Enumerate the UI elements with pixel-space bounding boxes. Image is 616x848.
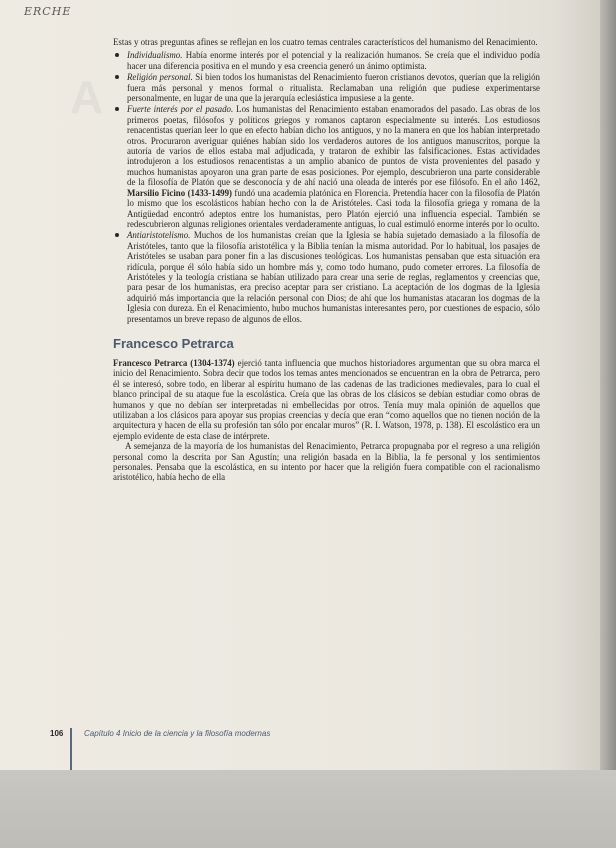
scanner-background bbox=[0, 770, 616, 848]
bullet-icon bbox=[115, 233, 119, 237]
body-paragraph bbox=[113, 358, 540, 441]
term-label: Religión personal. bbox=[127, 72, 193, 83]
term-description: Muchos de los humanistas creían que la Iglesia se había sujetado demasiado a la filosofía de Aristóteles, tanto que la filosofía aristotélica y la Biblia tenían la misma autoridad. Por lo habitual, los pasajes de Aristóteles se usaban para poner fin a las discusiones teológicas. Los humanistas pensaban que esta situación era ridícula, porque él sólo había sido un hombre más y, como todo humano, pudo cometer errores. La filosofía de Aristóteles y la teología cristiana se habían utilizado para crear una serie de reglas, reglamentos y creencias que, para pesar de los humanistas, era preciso aceptar para ser cristiano. La aceptación de los dogmas de la Iglesia adquirió más importancia que la relación personal con Dios; de ahí que los humanistas atacaran los dogmas de la Iglesia con dureza. En el Renacimiento, hubo muchos humanistas interesantes pero, por cuestiones de espacio, sólo presentamos un breve repaso de algunos de ellos. bbox=[127, 230, 540, 324]
term-label: Individualismo. bbox=[127, 50, 183, 61]
term-description: Había enorme interés por el potencial y la realización humanos. Se creía que el individuo podía hacer una diferencia positiva en el mundo y esa creencia generó un ánimo optimista. bbox=[127, 50, 540, 71]
term-label: Antiaristotelismo. bbox=[127, 230, 191, 241]
page-footer bbox=[50, 728, 590, 742]
handwritten-note: ERCHE bbox=[24, 5, 72, 18]
paragraph-text: ejerció tanta influencia que muchos historiadores argumentan que su obra marca el inicio del Renacimiento. Sobra decir que todos los temas antes mencionados se encuentran en la obra de Petrarca, pero él se interesó, sobre todo, en liberar al espíritu humano de las cadenas de las tradiciones medievales, para lo cual el blanco principal de su ataque fue la escolástica. Creía que las obras de los clásicos se debían estudiar como obras de humanos y que no debían ser interpretadas ni embellecidas por otros. Tenía muy mala opinión de aquellos que utilizaban a los clásicos para apoyar sus propias creencias y decía que eran “como aquellos que no tienen noción de la arquitectura y hacen de ella su profesión tan sólo por encalar muros” (R. I. Watson, 1978, p. 138). El escolástico era un ejemplo evidente de esta clase de intérprete. bbox=[113, 357, 540, 441]
list-item bbox=[113, 72, 540, 103]
show-through-text: A bbox=[70, 71, 104, 123]
term-description: Los humanistas del Renacimiento estaban enamorados del pasado. Las obras de los primeros poetas, filósofos y políticos griegos y romanos captaron especialmente su interés. Los estudiosos renacentistas querían leer lo que en efecto habían dicho los antiguos, y no la manera en que los habían interpretado otros. Procuraron averiguar quiénes habían sido los verdaderos autores de los antiguos manuscritos, porque la autoría de varios de ellos estaba mal adjudicada, y trataron de exhibir las falsificaciones. Estas actividades introdujeron a los estudiosos renacentistas a un amplio abanico de puntos de vista provenientes del pasado y muchos humanistas apoyaron una gran parte de esas posiciones. Por ejemplo, descubrieron una parte considerable de la filosofía de Platón que se desconocía y de ahí nació una oleada de interés por ese filósofo. En el año 1462, bbox=[127, 104, 540, 188]
list-item bbox=[113, 104, 540, 229]
section-heading: Francesco Petrarca bbox=[113, 335, 234, 351]
bullet-icon bbox=[115, 53, 119, 57]
list-item bbox=[113, 50, 540, 71]
person-name: Francesco Petrarca (1304-1374) bbox=[113, 357, 235, 368]
main-text bbox=[113, 37, 540, 483]
bullet-icon bbox=[115, 107, 119, 111]
intro-paragraph: Estas y otras preguntas afines se reflejan en los cuatro temas centrales característicos del humanismo del Renacimiento. bbox=[113, 37, 538, 47]
page-number: 106 bbox=[50, 729, 64, 738]
list-item bbox=[113, 230, 540, 324]
body-paragraph: A semejanza de la mayoría de los humanistas del Renacimiento, Petrarca propugnaba por el regreso a una religión personal como la descrita por San Agustín; una religión basada en la Biblia, la fe personal y los sentimientos personales. Pensaba que la escolástica, en su intento por hacer que la religión fuera compatible con el racionalismo aristotélico, había hecho de ella bbox=[113, 441, 540, 483]
term-description-cont: fundó una academia platónica en Florencia. Pretendía hacer con la filosofía de Platón lo mismo que los escolásticos habían hecho con la de Aristóteles. Casi toda la filosofía griega y romana de la Antigüedad encontró adeptos entre los humanistas, pero Platón ejerció una influencia especial. También se redescubrieron algunas religiones orientales verdaderamente antiguas, lo cual estimuló enorme interés por lo oculto. bbox=[127, 187, 540, 229]
person-name: Marsilio Ficino (1433-1499) bbox=[127, 187, 232, 198]
next-page-edge bbox=[600, 0, 616, 848]
chapter-label: Capítulo 4 Inicio de la ciencia y la filosofía modernas bbox=[84, 729, 271, 738]
term-description: Si bien todos los humanistas del Renacimiento fueron cristianos devotos, querían que la religión fuera más personal y menos formal o ritualista. Reclamaban una religión que pudiese experimentarse personalmente, en lugar de una que la jerarquía eclesiástica impusiese a la gente. bbox=[127, 72, 540, 104]
themes-list bbox=[113, 50, 540, 324]
bullet-icon bbox=[115, 75, 119, 79]
term-label: Fuerte interés por el pasado. bbox=[127, 104, 234, 115]
